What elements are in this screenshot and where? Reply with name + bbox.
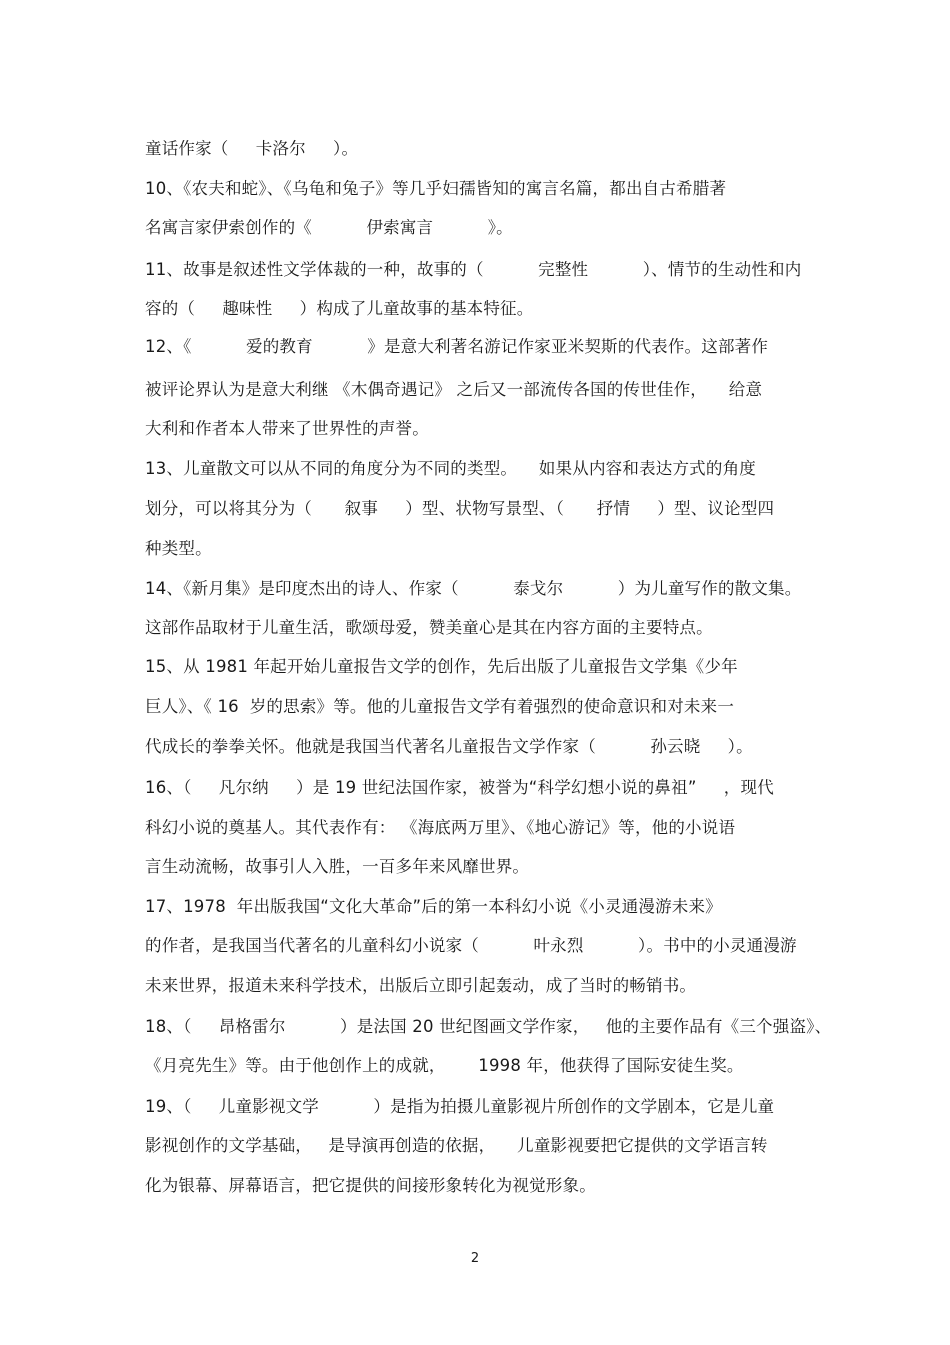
text-line: 这部作品取材于儿童生活，歌颂母爱，赞美童心是其在内容方面的主要特点。 bbox=[145, 618, 713, 637]
text-line: 言生动流畅，故事引人入胜，一百多年来风靡世界。 bbox=[145, 857, 530, 876]
text-line: 的作者，是我国当代著名的儿童科幻小说家（ 叶永烈 ）。书中的小灵通漫游 bbox=[145, 936, 797, 955]
text-line: 代成长的拳拳关怀。他就是我国当代著名儿童报告文学作家（ 孙云晓 ）。 bbox=[145, 737, 753, 756]
text-line: 种类型。 bbox=[145, 539, 212, 558]
text-line: 17、1978 年出版我国“文化大革命”后的第一本科幻小说《小灵通漫游未来》 bbox=[145, 897, 722, 916]
text-line: 被评论界认为是意大利继 《木偶奇遇记》 之后又一部流传各国的传世佳作， 给意 bbox=[145, 380, 763, 399]
text-line: 10、《农夫和蛇》、《乌龟和兔子》等几乎妇孺皆知的寓言名篇，都出自古希腊著 bbox=[145, 179, 727, 198]
text-line: 11、故事是叙述性文学体裁的一种，故事的（ 完整性 ）、情节的生动性和内 bbox=[145, 260, 802, 279]
text-line: 容的（ 趣味性 ）构成了儿童故事的基本特征。 bbox=[145, 299, 534, 318]
text-line: 童话作家（ 卡洛尔 ）。 bbox=[145, 139, 359, 158]
text-line: 《月亮先生》等。由于他创作上的成就， 1998 年，他获得了国际安徒生奖。 bbox=[145, 1056, 744, 1075]
text-line: 巨人》、《 16 岁的思索》等。他的儿童报告文学有着强烈的使命意识和对未来一 bbox=[145, 697, 735, 716]
text-line: 名寓言家伊索创作的《 伊索寓言 》。 bbox=[145, 218, 513, 237]
text-line: 科幻小说的奠基人。其代表作有： 《海底两万里》、《地心游记》等，他的小说语 bbox=[145, 818, 736, 837]
page-number: 2 bbox=[470, 1251, 480, 1266]
text-line: 化为银幕、屏幕语言，把它提供的间接形象转化为视觉形象。 bbox=[145, 1176, 596, 1195]
text-line: 19、（ 儿童影视文学 ）是指为拍摄儿童影视片所创作的文学剧本，它是儿童 bbox=[145, 1097, 775, 1116]
text-line: 未来世界，报道未来科学技术，出版后立即引起轰动，成了当时的畅销书。 bbox=[145, 976, 697, 995]
text-line: 影视创作的文学基础， 是导演再创造的依据， 儿童影视要把它提供的文学语言转 bbox=[145, 1136, 768, 1155]
text-line: 15、从 1981 年起开始儿童报告文学的创作，先后出版了儿童报告文学集《少年 bbox=[145, 657, 738, 676]
text-line: 划分，可以将其分为（ 叙事 ）型、状物写景型、（ 抒情 ）型、议论型四 bbox=[145, 499, 775, 518]
text-line: 16、（ 凡尔纳 ）是 19 世纪法国作家，被誉为“科学幻想小说的鼻祖” ，现代 bbox=[145, 778, 774, 797]
text-line: 13、儿童散文可以从不同的角度分为不同的类型。 如果从内容和表达方式的角度 bbox=[145, 459, 756, 478]
text-line: 18、（ 昂格雷尔 ）是法国 20 世纪图画文学作家， 他的主要作品有《三个强盗》、 bbox=[145, 1017, 832, 1036]
text-line: 大利和作者本人带来了世界性的声誉。 bbox=[145, 419, 429, 438]
text-line: 12、《 爱的教育 》是意大利著名游记作家亚米契斯的代表作。这部著作 bbox=[145, 337, 769, 356]
text-line: 14、《新月集》是印度杰出的诗人、作家（ 泰戈尔 ）为儿童写作的散文集。 bbox=[145, 579, 802, 598]
